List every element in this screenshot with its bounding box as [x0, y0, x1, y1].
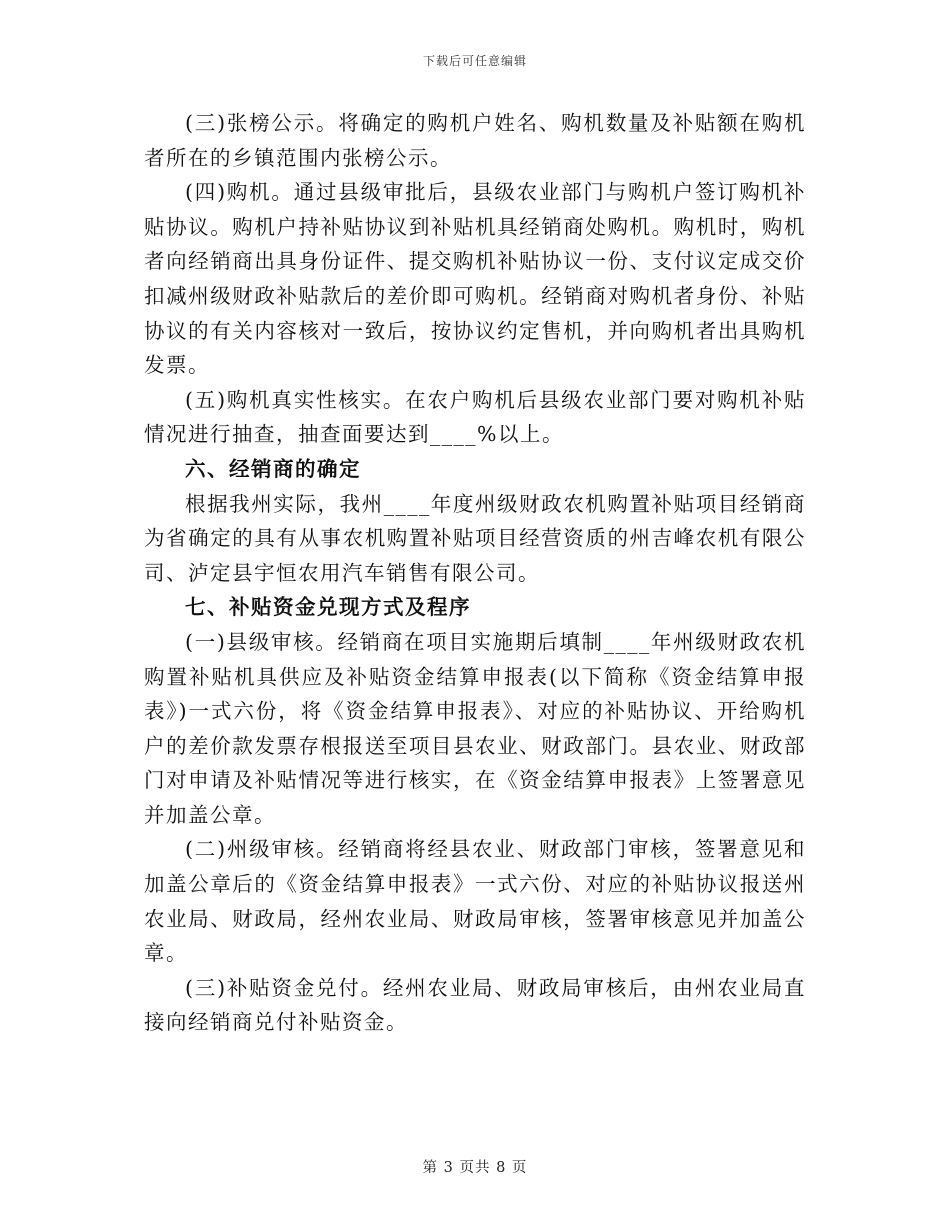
page-footer: [0, 1156, 950, 1177]
page-number: 第 3 页共 8 页: [422, 1160, 528, 1176]
header-note: 下载后可任意编辑: [422, 54, 527, 68]
paragraph-publicity: (三)张榜公示。将确定的购机户姓名、购机数量及补贴额在购机者所在的乡镇范围内张榜公示。: [144, 111, 806, 170]
page-header: [0, 52, 950, 69]
paragraph-fund-payment: (三)补贴资金兑付。经州农业局、财政局审核后，由州农业局直接向经销商兑付补贴资金。: [144, 975, 806, 1035]
section-heading-subsidy-payment: 七、补贴资金兑现方式及程序: [185, 595, 471, 620]
paragraph-prefecture-review: (二)州级审核。经销商将经县农业、财政部门审核，签署意见和加盖公章后的《资金结算申报表》一式六份、对应的补贴协议报送州农业局、财政局，经州农业局、财政局审核，签署审核意见并加盖公章。: [144, 837, 806, 966]
paragraph-county-review: (一)县级审核。经销商在项目实施期后填制____年州级财政农机购置补贴机具供应及补贴资金结算申报表(以下简称《资金结算申报表》)一式六份，将《资金结算申报表》、对应的补贴协议、开给购机户的差价款发票存根报送至项目县农业、财政部门。县农业、财政部门对申请及补贴情况等进行核实，在《资金结算申报表》上签署意见并加盖公章。: [144, 629, 806, 827]
paragraph-verification: (五)购机真实性核实。在农户购机后县级农业部门要对购机补贴情况进行抽查，抽查面要达到____%以上。: [144, 387, 806, 447]
paragraph-purchase: (四)购机。通过县级审批后，县级农业部门与购机户签订购机补贴协议。购机户持补贴协议到补贴机具经销商处购机。购机时，购机者向经销商出具身份证件、提交购机补贴协议一份、支付议定成交价扣减州级财政补贴款后的差价即可购机。经销商对购机者身份、补贴协议的有关内容核对一致后，按协议约定售机，并向购机者出具购机发票。: [144, 180, 806, 378]
section-heading-dealer: 六、经销商的确定: [185, 456, 361, 481]
document-body: [144, 106, 806, 1040]
paragraph-dealer: 根据我州实际，我州____年度州级财政农机购置补贴项目经销商为省确定的具有从事农机购置补贴项目经营资质的州吉峰农机有限公司、泸定县宇恒农用汽车销售有限公司。: [144, 491, 806, 585]
